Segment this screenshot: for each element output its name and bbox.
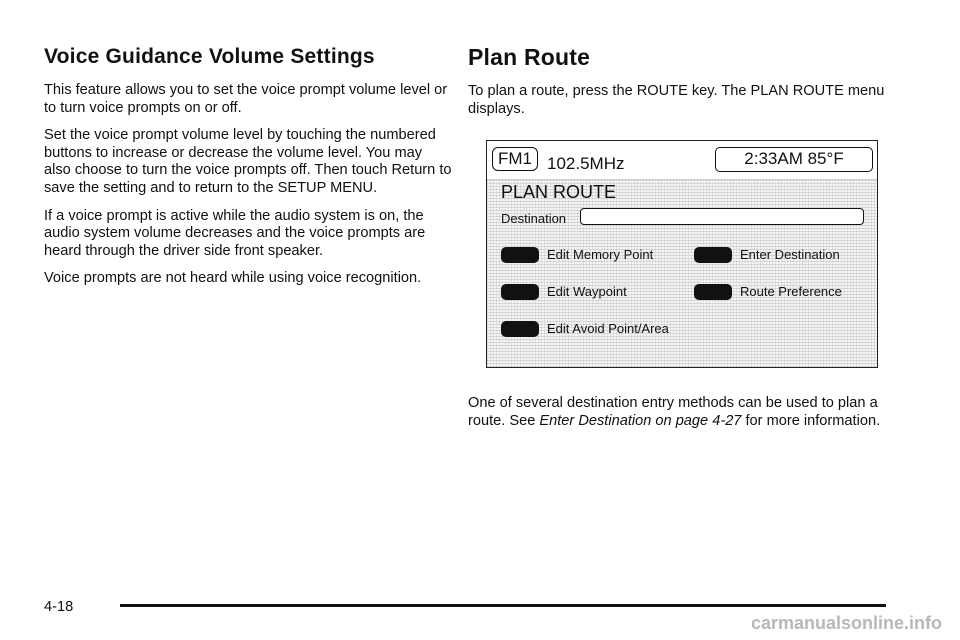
intro-paragraph: To plan a route, press the ROUTE key. The PLAN ROUTE menu displays. [468,83,885,117]
paragraph: This feature allows you to set the voice prompt volume level or to turn voice prompts on or off. [44,82,448,116]
closing-text: One of several destination entry methods can be used to plan a route. See [468,395,878,429]
cross-reference-link[interactable]: Enter Destination on page 4-27 [539,412,742,429]
closing-text-end: for more information. [741,412,881,429]
enter-destination-label: Enter Destination [740,247,840,262]
destination-label: Destination [501,211,567,226]
right-column [468,44,888,128]
button-pill-icon [501,284,539,300]
clock-temperature-display: 2:33AM 85°F [715,147,873,172]
screen-status-bar [487,141,877,180]
page-number: 4-18 [44,599,74,615]
route-preference-label: Route Preference [740,284,842,299]
paragraph: Voice prompts are not heard while using voice recognition. [44,270,422,287]
edit-memory-point-label: Edit Memory Point [547,247,654,262]
section-title-voice-guidance: Voice Guidance Volume Settings [44,45,375,68]
left-column [44,44,452,298]
button-pill-icon [501,247,539,263]
screen-title: PLAN ROUTE [501,182,617,202]
watermark: carmanualsonline.info [750,613,942,633]
right-column-lower [468,395,888,440]
closing-paragraph [468,395,888,430]
section-title-plan-route: Plan Route [468,44,591,70]
button-pill-icon [501,321,539,337]
paragraph: If a voice prompt is active while the audio system is on, the audio system volume decreases and the voice prompts are heard through the driver side front speaker. [44,207,426,259]
edit-avoid-point-label: Edit Avoid Point/Area [547,321,669,336]
fm1-button[interactable]: FM1 [492,147,538,171]
button-pill-icon [694,284,732,300]
destination-field[interactable] [580,208,864,225]
edit-waypoint-label: Edit Waypoint [547,284,627,299]
paragraph: Set the voice prompt volume level by touching the numbered buttons to increase or decrease the volume level. You may also choose to turn the voice prompts off. Then touch Return to save the setting and to return to the SETUP MENU. [44,127,452,196]
plan-route-screen [486,140,878,368]
frequency-readout: 102.5MHz [547,154,625,173]
button-pill-icon [694,247,732,263]
footer-rule [120,604,886,607]
